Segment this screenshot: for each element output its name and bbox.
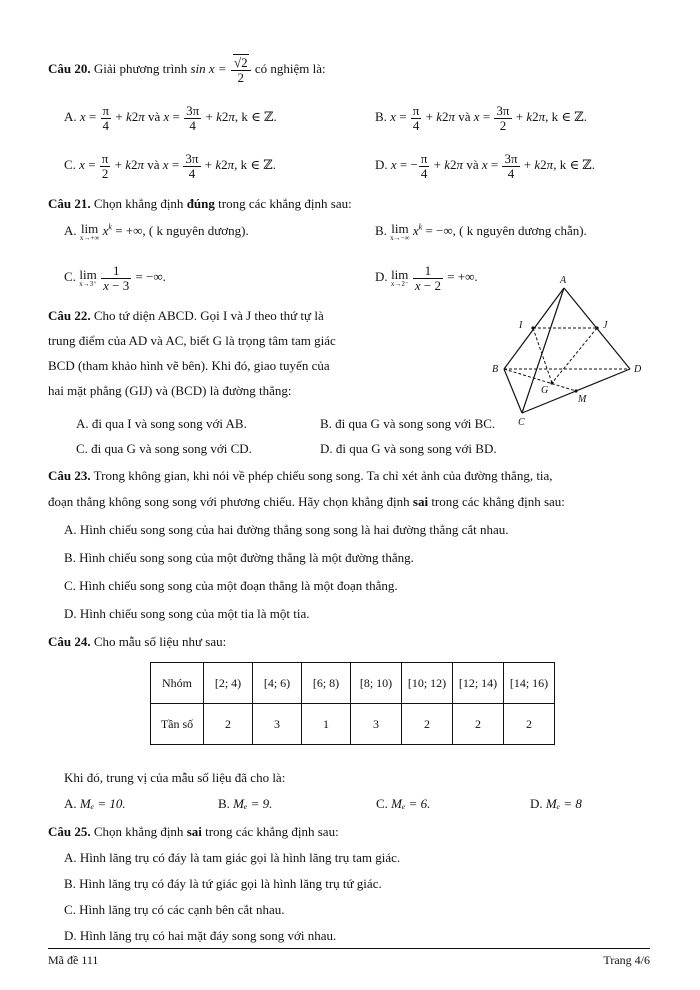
table-cell: [10; 12)	[402, 663, 453, 704]
equation-fraction: $\frac{√2}{2}$	[231, 56, 251, 84]
label-d: D	[634, 364, 642, 375]
q20-option-c[interactable]: C. x = $\frac{\pi}{2}$ + k2π và x = $\frac{3\pi}{4}$ + k2π, k ∈ ℤ.	[64, 151, 277, 181]
q22-option-c[interactable]: C. đi qua G và song song với CD.	[76, 441, 252, 456]
table-cell: 2	[402, 704, 453, 745]
question-22-line-3: BCD (tham khảo hình vẽ bên). Khi đó, giao tuyến của	[48, 358, 330, 373]
q21-option-c[interactable]: C. lim x→3⁺ $\frac{1}{x - 3}$ = −∞.	[64, 263, 166, 293]
table-cell: [14; 16)	[504, 663, 555, 704]
q22-option-d[interactable]: D. đi qua G và song song với BD.	[320, 441, 497, 456]
table-cell: 2	[504, 704, 555, 745]
table-cell: 2	[453, 704, 504, 745]
q25-option-a[interactable]: A. Hình lăng trụ có đáy là tam giác gọi là hình lăng trụ tam giác.	[64, 850, 401, 865]
q23-option-b[interactable]: B. Hình chiếu song song của một đường thẳng là một đường thẳng.	[64, 550, 414, 565]
label-j: J	[603, 320, 608, 331]
question-22-line-2: trung điểm của AD và AC, biết G là trọng tâm tam giác	[48, 333, 336, 348]
question-22-line-1: Câu 22. Cho tứ diện ABCD. Gọi I và J theo thứ tự là	[48, 308, 324, 323]
q24-option-d[interactable]: D. Mₑ = 8	[530, 796, 582, 811]
q24-option-c[interactable]: C. Mₑ = 6.	[376, 796, 431, 811]
table-cell: 3	[253, 704, 302, 745]
q24-option-b[interactable]: B. Mₑ = 9.	[218, 796, 273, 811]
q20-option-a[interactable]: A. x = $\frac{\pi}{4}$ + k2π và x = $\frac{3\pi}{4}$ + k2π, k ∈ ℤ.	[64, 103, 277, 133]
label-a: A	[560, 275, 567, 286]
question-23-line-1: Câu 23. Trong không gian, khi nói về phép chiếu song song. Ta chỉ xét ảnh của đường thẳng, tia,	[48, 468, 553, 483]
table-row-freqs	[151, 704, 555, 745]
table-header-freq: Tần số	[151, 704, 204, 745]
footer-code: Mã đề 111	[48, 953, 99, 967]
q20-option-d[interactable]: D. x = − $\frac{\pi}{4}$ + k2π và x = $\frac{3\pi}{4}$ + k2π, k ∈ ℤ.	[375, 151, 596, 181]
q20-option-b[interactable]: B. x = $\frac{\pi}{4}$ + k2π và x = $\frac{3\pi}{2}$ + k2π, k ∈ ℤ.	[375, 103, 588, 133]
label-g: G	[541, 385, 549, 396]
table-cell: [4; 6)	[253, 663, 302, 704]
tetrahedron-figure	[486, 270, 656, 430]
question-20-stem: Câu 20. Giải phương trình sin x = $\frac{√2}{2}$ có nghiệm là:	[48, 55, 326, 85]
question-22-line-4: hai mặt phẳng (GIJ) và (BCD) là đường thẳng:	[48, 383, 292, 398]
q25-option-b[interactable]: B. Hình lăng trụ có đáy là tứ giác gọi là hình lăng trụ tứ giác.	[64, 876, 382, 891]
frequency-table	[150, 662, 555, 745]
q21-option-a[interactable]: A. lim x→+∞ $x^k$ = +∞, ( k nguyên dương).	[64, 221, 249, 242]
q22-option-a[interactable]: A. đi qua I và song song với AB.	[76, 416, 247, 431]
median-bm	[504, 369, 576, 391]
table-cell: 2	[204, 704, 253, 745]
table-row-groups	[151, 663, 555, 704]
question-24-stem: Câu 24. Cho mẫu số liệu như sau:	[48, 634, 227, 649]
question-20-label: Câu 20.	[48, 61, 91, 77]
question-21-stem: Câu 21. Chọn khẳng định đúng trong các khẳng định sau:	[48, 196, 352, 211]
table-cell: [8; 10)	[351, 663, 402, 704]
table-cell: [12; 14)	[453, 663, 504, 704]
edge-bc	[504, 369, 522, 413]
question-25-stem: Câu 25. Chọn khẳng định sai trong các khẳng định sau:	[48, 824, 339, 839]
footer-divider	[48, 948, 650, 949]
q21-option-d[interactable]: D. lim x→2⁻ $\frac{1}{x - 2}$ = +∞.	[375, 263, 478, 293]
question-23-line-2: đoạn thẳng không song song với phương chiếu. Hãy chọn khẳng định sai trong các khẳng định sau:	[48, 494, 565, 509]
label-c: C	[518, 417, 525, 428]
q23-option-c[interactable]: C. Hình chiếu song song của một đoạn thẳng là một đoạn thẳng.	[64, 578, 398, 593]
table-cell: [6; 8)	[302, 663, 351, 704]
label-i: I	[519, 320, 523, 331]
table-cell: 1	[302, 704, 351, 745]
table-header-group: Nhóm	[151, 663, 204, 704]
q24-option-a[interactable]: A. Mₑ = 10.	[64, 796, 126, 811]
q22-option-b[interactable]: B. đi qua G và song song với BC.	[320, 416, 496, 431]
table-cell: 3	[351, 704, 402, 745]
label-b: B	[492, 364, 499, 375]
q23-option-a[interactable]: A. Hình chiếu song song của hai đường thẳng song song là hai đường thẳng cắt nhau.	[64, 522, 509, 537]
q25-option-c[interactable]: C. Hình lăng trụ có các cạnh bên cắt nhau.	[64, 902, 285, 917]
q21-option-b[interactable]: B. lim x→−∞ $x^k$ = −∞, ( k nguyên dương chẵn).	[375, 221, 587, 242]
q25-option-d[interactable]: D. Hình lăng trụ có hai mặt đáy song song với nhau.	[64, 928, 337, 943]
footer-page: Trang 4/6	[603, 953, 650, 967]
question-24-question: Khi đó, trung vị của mẫu số liệu đã cho là:	[64, 770, 286, 785]
segment-ig	[533, 328, 552, 383]
q23-option-d[interactable]: D. Hình chiếu song song của một tia là một tia.	[64, 606, 310, 621]
table-cell: [2; 4)	[204, 663, 253, 704]
segment-jg	[552, 328, 597, 383]
label-m: M	[578, 394, 587, 405]
